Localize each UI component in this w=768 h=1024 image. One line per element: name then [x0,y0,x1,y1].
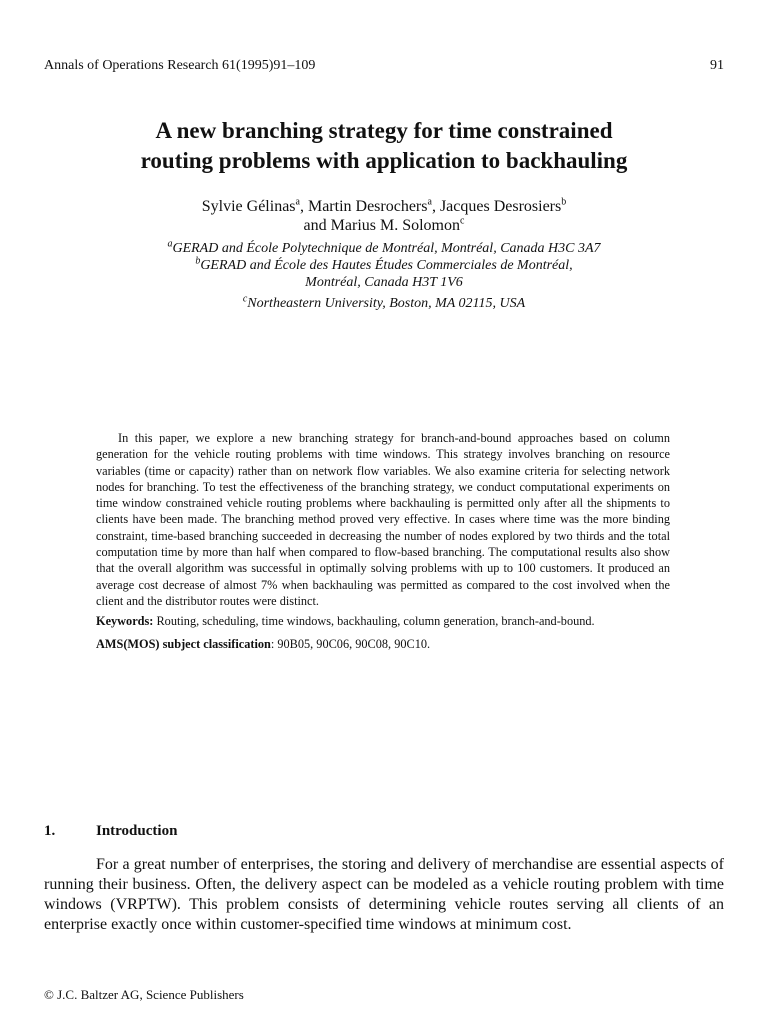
affiliation-c-text: Northeastern University, Boston, MA 02115, USA [247,296,526,311]
ams-codes: : 90B05, 90C06, 90C08, 90C10. [270,636,431,651]
keywords-text: Routing, scheduling, time windows, backhauling, column generation, branch-and-bound. [153,614,595,629]
author-and: and [303,217,331,234]
section-number: 1. [44,823,56,839]
abstract-text: In this paper, we explore a new branching strategy for branch-and-bound approaches based on column generation for the vehicle routing problems with time windows. This strategy involves branching on resource variables (time or capacity) rather than on network flow variables. We also examine criteria for selecting network nodes for branching. To test the effectiveness of the branching strategy, we conduct computational experiments on time window constrained vehicle routing problems where backhauling is permitted only after all the shipments to clients have been made. The branching method proved very effective. In cases where time was the more binding constraint, time-based branching succeeded in decreasing the number of nodes explored by two thirds and the total computation time by more than half when compared to flow-based branching. The computational results also show that the overall algorithm was successful in optimally solving problems with up to 100 customers. It produced an average cost decrease of almost 7% when backhauling was permitted as compared to the cost involved when the client and the distributor routes were distinct. [96,431,670,608]
page-number: 91 [710,58,724,73]
keywords [96,613,670,629]
paper-title [0,116,768,176]
ams-classification [96,636,670,652]
affiliation-b-line-2: Montréal, Canada H3T 1V6 [305,275,463,290]
intro-body [44,855,724,935]
keywords-label: Keywords: [96,614,154,629]
affiliation-a [0,240,768,257]
affil-marker: a [167,238,173,250]
affil-marker: b [195,255,201,267]
author-line-1 [0,197,768,216]
affiliation-a-text: GERAD and École Polytechnique de Montréal, Montréal, Canada H3C 3A7 [172,241,601,256]
journal-citation: Annals of Operations Research 61(1995)91–109 [44,58,316,73]
author-separator: , [299,198,308,215]
affil-marker: b [561,196,567,208]
copyright-footer: © J.C. Baltzer AG, Science Publishers [44,987,244,1002]
section-heading [44,823,177,840]
author-list [0,197,768,235]
intro-paragraph: For a great number of enterprises, the storing and delivery of merchandise are essential aspects of running their business. Often, the delivery aspect can be modeled as a vehicle routing problem with time windows (VRPTW). This problem consists of determining vehicle routes serving all clients of an enterprise exactly once within customer-specified time windows at minimum cost. [44,856,724,933]
title-line-1: A new branching strategy for time constrained [155,118,613,143]
ams-label: AMS(MOS) subject classification [96,636,271,651]
section-title: Introduction [96,823,178,839]
affil-marker: a [427,196,432,208]
affiliation-b-line-1: GERAD and École des Hautes Études Commerciales de Montréal, [200,258,573,273]
title-line-2: routing problems with application to backhauling [140,148,628,173]
affiliations [0,240,768,312]
author-gelinas: Sylvie Gélinas [201,198,296,215]
author-desrochers: Martin Desrochers [307,198,428,215]
author-separator: , [431,198,440,215]
abstract [96,430,670,652]
author-line-2 [0,216,768,235]
affiliation-b [0,257,768,274]
affiliation-c [0,295,768,312]
author-solomon: Marius M. Solomon [330,217,460,234]
author-desrosiers: Jacques Desrosiers [439,198,562,215]
affil-marker: a [295,196,300,208]
affil-marker: c [242,293,248,305]
affil-marker: c [460,215,465,227]
